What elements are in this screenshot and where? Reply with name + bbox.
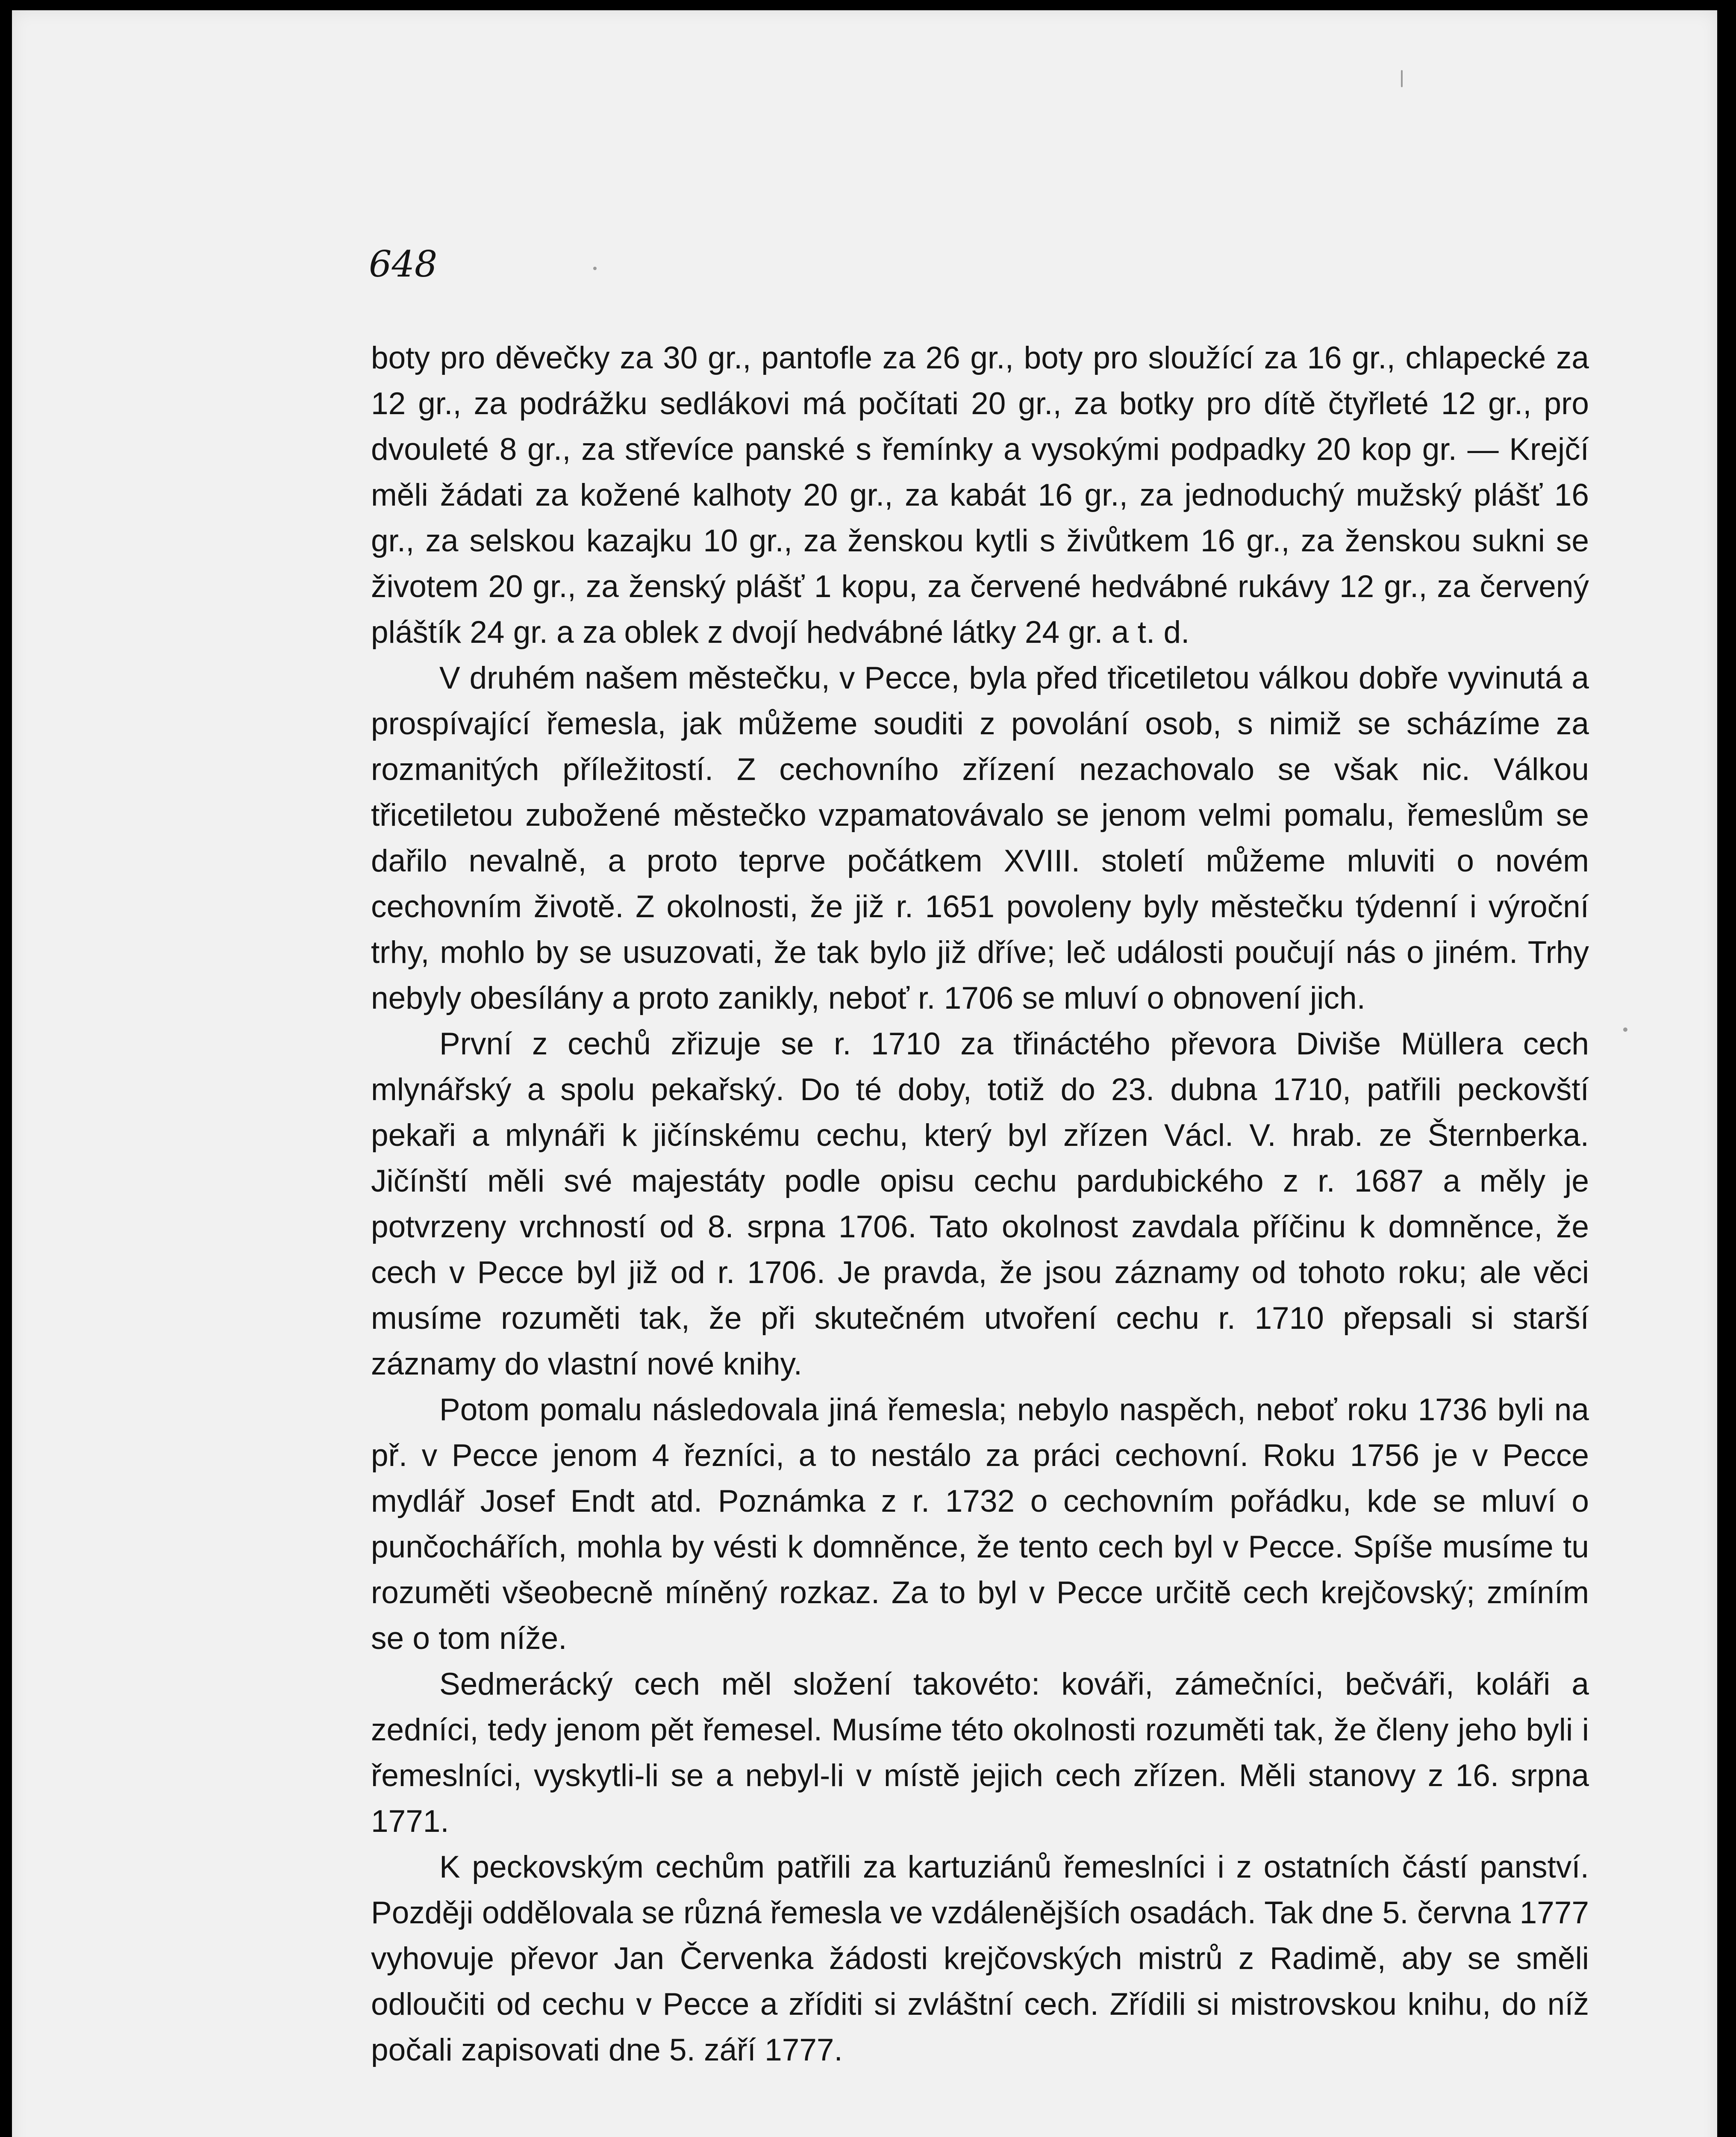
paragraph-3: První z cechů zřizuje se r. 1710 za třináctého převora Diviše Müllera cech mlynářský a spolu pekařský. Do té doby, totiž do 23. dubna 1710, patřili peckovští pekaři a mlynáři k jičínskému cechu, který byl zřízen Václ. V. hrab. ze Šternberka. Jičínští měli své majestáty podle opisu cechu pardubického z r. 1687 a měly je potvrzeny vrchností od 8. srpna 1706. Tato okolnost zavdala příčinu k domněnce, že cech v Pecce byl již od r. 1706. Je pravda, že jsou záznamy od tohoto roku; ale věci musíme rozuměti tak, že při skutečném utvoření cechu r. 1710 přepsali si starší záznamy do vlastní nové knihy. bbox=[371, 1027, 1589, 1381]
paragraph-2: V druhém našem městečku, v Pecce, byla před třicetiletou válkou dobře vyvinutá a prospívající řemesla, jak můžeme souditi z povolání osob, s nimiž se scházíme za rozmanitých příležitostí. Z cechovního zřízení nezachovalo se však nic. Válkou třicetiletou zubožené městečko vzpamatovávalo se jenom velmi pomalu, řemeslům se dařilo nevalně, a proto teprve počátkem XVIII. století můžeme mluviti o novém cechovním životě. Z okolnosti, že již r. 1651 povoleny byly městečku týdenní i výroční trhy, mohlo by se usuzovati, že tak bylo již dříve; leč události poučují nás o jiném. Trhy nebyly obesílány a proto zanikly, neboť r. 1706 se mluví o obnovení jich. bbox=[371, 661, 1589, 1016]
page-number: 648 bbox=[369, 243, 438, 285]
paragraph-1: boty pro děvečky za 30 gr., pantofle za 26 gr., boty pro sloužící za 16 gr., chlapecké za 12 gr., za podrážku sedlákovi má počítati 20 gr., za botky pro dítě čtyřleté 12 gr., pro dvouleté 8 gr., za střevíce panské s řemínky a vysokými podpadky 20 kop gr. — Krejčí měli žádati za kožené kalhoty 20 gr., za kabát 16 gr., za jednoduchý mužský plášť 16 gr., za selskou kazajku 10 gr., za ženskou kytli s živůtkem 16 gr., za ženskou sukni se životem 20 gr., za ženský plášť 1 kopu, za červené hedvábné rukávy 12 gr., za červený pláštík 24 gr. a za oblek z dvojí hedvábné látky 24 gr. a t. d. bbox=[371, 341, 1589, 650]
paragraph-4: Potom pomalu následovala jiná řemesla; nebylo naspěch, neboť roku 1736 byli na př. v Pecce jenom 4 řezníci, a to nestálo za práci cechovní. Roku 1756 je v Pecce mydlář Josef Endt atd. Poznámka z r. 1732 o cechovním pořádku, kde se mluví o punčochářích, mohla by vésti k domněnce, že tento cech byl v Pecce. Spíše musíme tu rozuměti všeobecně míněný rozkaz. Za to byl v Pecce určitě cech krejčovský; zmíním se o tom níže. bbox=[371, 1392, 1589, 1656]
scan-speck bbox=[1623, 1027, 1627, 1032]
body-text bbox=[371, 335, 1589, 2073]
scan-speck bbox=[1401, 70, 1403, 87]
paragraph-5: Sedmerácký cech měl složení takovéto: kováři, zámečníci, bečváři, koláři a zedníci, tedy jenom pět řemesel. Musíme této okolnosti rozuměti tak, že členy jeho byli i řemeslníci, vyskytli-li se a nebyl-li v místě jejich cech zřízen. Měli stanovy z 16. srpna 1771. bbox=[371, 1667, 1589, 1839]
paragraph-6: K peckovským cechům patřili za kartuziánů řemeslníci i z ostatních částí panství. Později oddělovala se různá řemesla ve vzdálenějších osadách. Tak dne 5. června 1777 vyhovuje převor Jan Červenka žádosti krejčovských mistrů z Radimě, aby se směli odloučiti od cechu v Pecce a zříditi si zvláštní cech. Zřídili si mistrovskou knihu, do níž počali zapisovati dne 5. září 1777. bbox=[371, 1850, 1589, 2067]
scanned-page bbox=[12, 10, 1717, 2137]
scan-speck bbox=[593, 267, 597, 270]
